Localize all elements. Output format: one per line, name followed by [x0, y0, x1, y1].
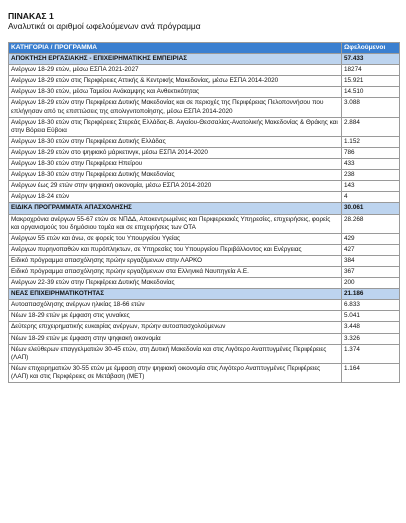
program-label: Δεύτερης επιχειρηματικής ευκαιρίας ανέργων, πρώην αυτοαπασχολούμενων — [9, 322, 342, 333]
program-label: Νέων επιχειρηματιών 30-55 ετών με έμφαση στην ψηφιακή οικονομία στις Λιγότερο Αναπτυγμένες Περιφέρειες (ΛΑΠ) και στις Περιφέρειες σε Μετάβαση (ΜΕΤ) — [9, 363, 342, 382]
program-value: 28.268 — [342, 214, 400, 233]
section-total: 30.061 — [342, 203, 400, 214]
program-label: Ανέργων 55 ετών και άνω, σε φορείς του Υπουργείου Υγείας — [9, 233, 342, 244]
program-label: Ανέργων 18-29 ετών στο ψηφιακό μάρκετινγκ, μέσω ΕΣΠΑ 2014-2020 — [9, 147, 342, 158]
program-value: 367 — [342, 266, 400, 277]
section-total: 57.433 — [342, 54, 400, 65]
table-title: ΠΙΝΑΚΑΣ 1 — [8, 11, 54, 21]
program-value: 427 — [342, 244, 400, 255]
table-row — [9, 255, 400, 266]
table-row — [9, 117, 400, 136]
table-header-row — [9, 43, 400, 54]
section-name: ΝΕΑΣ ΕΠΙΧΕΙΡΗΜΑΤΙΚΟΤΗΤΑΣ — [9, 289, 342, 300]
program-label: Ανέργων 18-29 ετών στην Περιφέρεια Δυτικής Μακεδονίας και σε περιοχές της Περιφέρειας Πελοποννήσου που επλήγησαν από τις επιπτώσεις της απολιγνιτοποίησης, μέσω ΕΣΠΑ 2014-2020 — [9, 98, 342, 117]
program-value: 238 — [342, 170, 400, 181]
table-row — [9, 214, 400, 233]
program-value: 5.041 — [342, 311, 400, 322]
section-name: ΕΙΔΙΚΑ ΠΡΟΓΡΑΜΜΑΤΑ ΑΠΑΣΧΟΛΗΣΗΣ — [9, 203, 342, 214]
program-label: Ανέργων 18-30 ετών στην Περιφέρεια Ηπείρου — [9, 159, 342, 170]
table-row — [9, 147, 400, 158]
program-label: Ανέργων 18-29 ετών στις Περιφέρειες Αττικής & Κεντρικής Μακεδονίας, μέσω ΕΣΠΑ 2014-2020 — [9, 76, 342, 87]
program-label: Ανέργων 18-30 ετών, μέσω Ταμείου Ανάκαμψης και Ανθεκτικότητας — [9, 87, 342, 98]
program-label: Αυτοαπασχόλησης ανέργων ηλικίας 18-66 ετών — [9, 300, 342, 311]
table-row — [9, 98, 400, 117]
section-name: ΑΠΟΚΤΗΣΗ ΕΡΓΑΣΙΑΚΗΣ - ΕΠΙΧΕΙΡΗΜΑΤΙΚΗΣ ΕΜΠΕΙΡΙΑΣ — [9, 54, 342, 65]
table-row — [9, 87, 400, 98]
program-label: Νέων 18-29 ετών με έμφαση στις γυναίκες — [9, 311, 342, 322]
program-value: 429 — [342, 233, 400, 244]
table-row — [9, 136, 400, 147]
table-row — [9, 244, 400, 255]
program-label: Ανέργων έως 29 ετών στην ψηφιακή οικονομία, μέσω ΕΣΠΑ 2014-2020 — [9, 181, 342, 192]
program-value: 143 — [342, 181, 400, 192]
program-label: Ανέργων 18-30 ετών στην Περιφέρεια Δυτικής Ελλάδας — [9, 136, 342, 147]
table-row — [9, 233, 400, 244]
table-row — [9, 300, 400, 311]
program-value: 2.884 — [342, 117, 400, 136]
program-value: 433 — [342, 159, 400, 170]
column-header-category: ΚΑΤΗΓΟΡΙΑ / ΠΡΟΓΡΑΜΜΑ — [9, 43, 342, 54]
program-value: 200 — [342, 278, 400, 289]
program-value: 1.152 — [342, 136, 400, 147]
table-subtitle: Αναλυτικά οι αριθμοί ωφελούμενων ανά πρόγραμμα — [8, 21, 201, 31]
program-value: 3.448 — [342, 322, 400, 333]
table-row — [9, 322, 400, 333]
table-row — [9, 333, 400, 344]
program-label: Ανέργων 18-29 ετών, μέσω ΕΣΠΑ 2021-2027 — [9, 65, 342, 76]
table-row — [9, 159, 400, 170]
table-row — [9, 170, 400, 181]
program-value: 384 — [342, 255, 400, 266]
section-row — [9, 54, 400, 65]
program-value: 3.326 — [342, 333, 400, 344]
program-label: Νέων ελεύθερων επαγγελματιών 30-45 ετών, στη Δυτική Μακεδονία και στις Λιγότερο Αναπτυγμένες Περιφέρειες (ΛΑΠ) — [9, 344, 342, 363]
program-value: 786 — [342, 147, 400, 158]
program-label: Ανέργων 22-39 ετών στην Περιφέρεια Δυτικής Μακεδονίας — [9, 278, 342, 289]
section-total: 21.186 — [342, 289, 400, 300]
program-label: Μακροχρόνια ανέργων 55-67 ετών σε ΝΠΔΔ, Αποκεντρωμένες και Περιφερειακές Υπηρεσίες, επιχειρήσεις, φορείς και οργανισμούς του δημόσιου τομέα και σε επιχειρήσεις των ΟΤΑ — [9, 214, 342, 233]
beneficiaries-table — [8, 42, 400, 383]
section-row — [9, 203, 400, 214]
table-caption — [8, 11, 201, 31]
program-label: Ανέργων 18-24 ετών — [9, 192, 342, 203]
program-value: 1.374 — [342, 344, 400, 363]
table-row — [9, 181, 400, 192]
program-value: 18274 — [342, 65, 400, 76]
program-value: 4 — [342, 192, 400, 203]
program-label: Ειδικό πρόγραμμα απασχόλησης πρώην εργαζόμενων στην ΛΑΡΚΟ — [9, 255, 342, 266]
table-row — [9, 311, 400, 322]
program-label: Ανέργων πυρηνοπαθών και πυρόπληκτων, σε Υπηρεσίες του Υπουργείου Περιβάλλοντος και Ενέργειας — [9, 244, 342, 255]
program-value: 6.833 — [342, 300, 400, 311]
section-row — [9, 289, 400, 300]
table-row — [9, 278, 400, 289]
table-row — [9, 344, 400, 363]
table-row — [9, 363, 400, 382]
program-value: 14.510 — [342, 87, 400, 98]
program-label: Ανέργων 18-30 ετών στις Περιφέρειες Στερεάς Ελλάδας-Β. Αιγαίου-Θεσσαλίας-Ανατολικής Μακεδονίας & Θράκης και στην Βόρεια Εύβοια — [9, 117, 342, 136]
program-value: 1.164 — [342, 363, 400, 382]
program-value: 3.088 — [342, 98, 400, 117]
table-row — [9, 76, 400, 87]
program-label: Νέων 18-29 ετών με έμφαση στην ψηφιακή οικονομία — [9, 333, 342, 344]
program-label: Ειδικό πρόγραμμα απασχόλησης πρώην εργαζόμενων στα Ελληνικά Ναυπηγεία Α.Ε. — [9, 266, 342, 277]
table-row — [9, 65, 400, 76]
table-row — [9, 266, 400, 277]
program-label: Ανέργων 18-30 ετών στην Περιφέρεια Δυτικής Μακεδονίας — [9, 170, 342, 181]
program-value: 15.921 — [342, 76, 400, 87]
column-header-beneficiaries: Ωφελούμενοι — [342, 43, 400, 54]
table-row — [9, 192, 400, 203]
